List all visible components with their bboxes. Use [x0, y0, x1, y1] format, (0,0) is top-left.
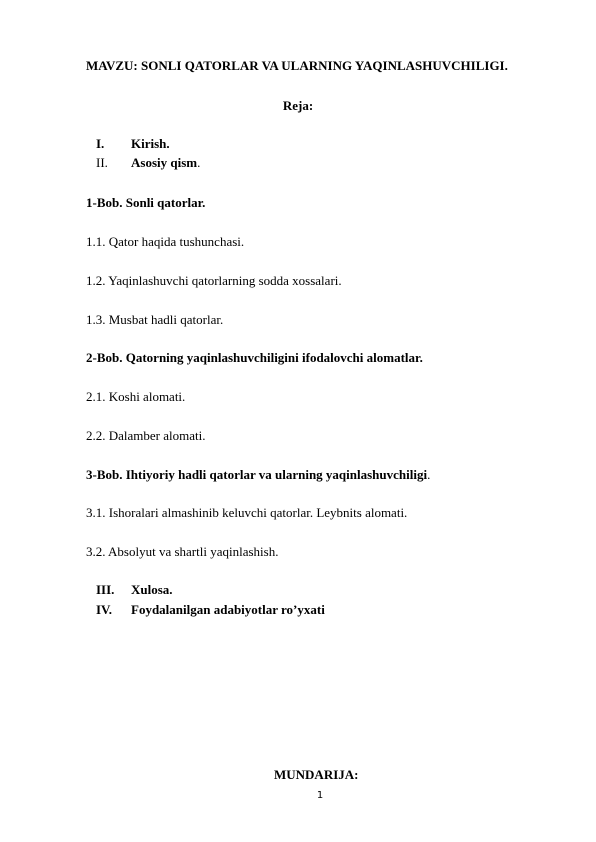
section-1-3: 1.3. Musbat hadli qatorlar. [86, 312, 224, 327]
roman-numeral: III. [96, 582, 115, 597]
chapter-3-title-period: . [427, 467, 431, 482]
chapter-2-title: 2-Bob. Qatorning yaqinlashuvchiligini ifodalovchi alomatlar. [86, 350, 423, 365]
page-title: MAVZU: SONLI QATORLAR VA ULARNING YAQINLASHUVCHILIGI. [86, 58, 508, 73]
section-1-1: 1.1. Qator haqida tushunchasi. [86, 234, 245, 249]
chapter-1-title: 1-Bob. Sonli qatorlar. [86, 195, 206, 210]
roman-item-references: Foydalanilgan adabiyotlar ro’yxati [131, 602, 325, 617]
roman-numeral: I. [96, 136, 105, 151]
roman-item-main [131, 155, 200, 171]
section-1-2: 1.2. Yaqinlashuvchi qatorlarning sodda xossalari. [86, 273, 342, 288]
section-2-2: 2.2. Dalamber alomati. [86, 428, 206, 443]
roman-numeral: II. [96, 155, 108, 170]
section-3-2: 3.2. Absolyut va shartli yaqinlashish. [86, 544, 279, 559]
chapter-3-title-text: 3-Bob. Ihtiyoriy hadli qatorlar va ularning yaqinlashuvchiligi [86, 467, 428, 482]
chapter-3-title [86, 467, 430, 483]
page-number: 1 [316, 790, 324, 801]
roman-item-conclusion: Xulosa. [131, 582, 173, 597]
roman-item-intro: Kirish. [131, 136, 170, 151]
roman-item-main-label: Asosiy qism [131, 155, 198, 170]
contents-heading: MUNDARIJA: [274, 767, 359, 782]
roman-item-main-period: . [197, 155, 201, 170]
roman-numeral: IV. [96, 602, 113, 617]
section-3-1: 3.1. Ishoralari almashinib keluvchi qatorlar. Leybnits alomati. [86, 505, 408, 520]
section-2-1: 2.1. Koshi alomati. [86, 389, 186, 404]
plan-heading: Reja: [282, 98, 314, 113]
